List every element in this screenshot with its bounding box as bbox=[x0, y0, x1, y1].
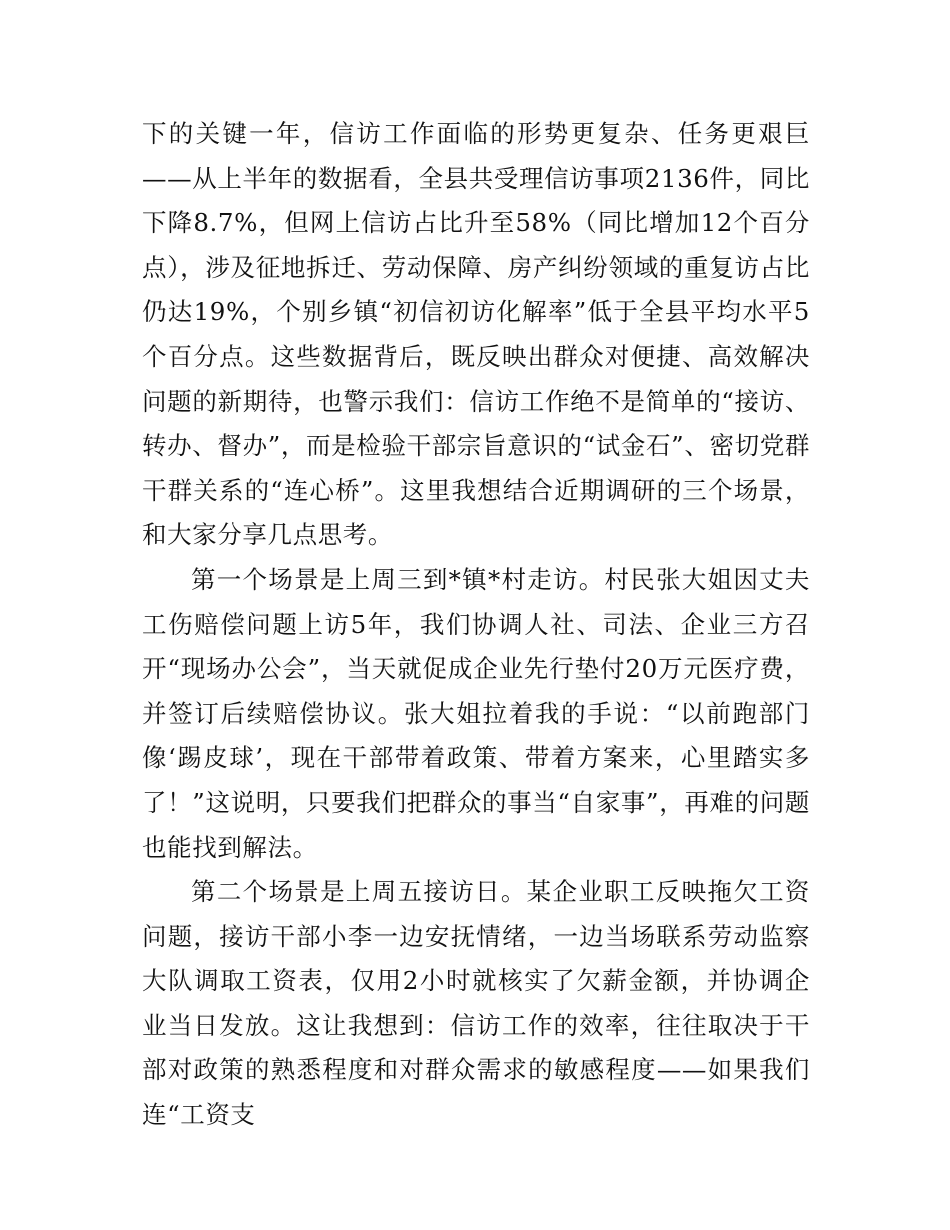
paragraph-3: 第二个场景是上周五接访日。某企业职工反映拖欠工资问题，接访干部小李一边安抚情绪，一边当场联系劳动监察大队调取工资表，仅用2小时就核实了欠薪金额，并协调企业当日发放。这让我想到：信访工作的效率，往往取决于干部对政策的熟悉程度和对群众需求的敏感程度——如果我们连“工资支 bbox=[142, 877, 810, 1130]
paragraph-2: 第一个场景是上周三到*镇*村走访。村民张大姐因丈夫工伤赔偿问题上访5年，我们协调人社、司法、企业三方召开“现场办公会”，当天就促成企业先行垫付20万元医疗费，并签订后续赔偿协议。张大姐拉着我的手说：“以前跑部门像‘踢皮球’，现在干部带着政策、带着方案来，心里踏实多了！”这说明，只要我们把群众的事当“自家事”，再难的问题也能找到解法。 bbox=[142, 564, 810, 862]
paragraph-1: 下的关键一年，信访工作面临的形势更复杂、任务更艰巨——从上半年的数据看，全县共受理信访事项2136件，同比下降8.7%，但网上信访占比升至58%（同比增加12个百分点），涉及征地拆迁、劳动保障、房产纠纷领域的重复访占比仍达19%，个别乡镇“初信初访化解率”低于全县平均水平5个百分点。这些数据背后，既反映出群众对便捷、高效解决问题的新期待，也警示我们：信访工作绝不是简单的“接访、转办、督办”，而是检验干部宗旨意识的“试金石”、密切党群干群关系的“连心桥”。这里我想结合近期调研的三个场景，和大家分享几点思考。 bbox=[142, 119, 810, 550]
document-body bbox=[142, 112, 810, 1138]
